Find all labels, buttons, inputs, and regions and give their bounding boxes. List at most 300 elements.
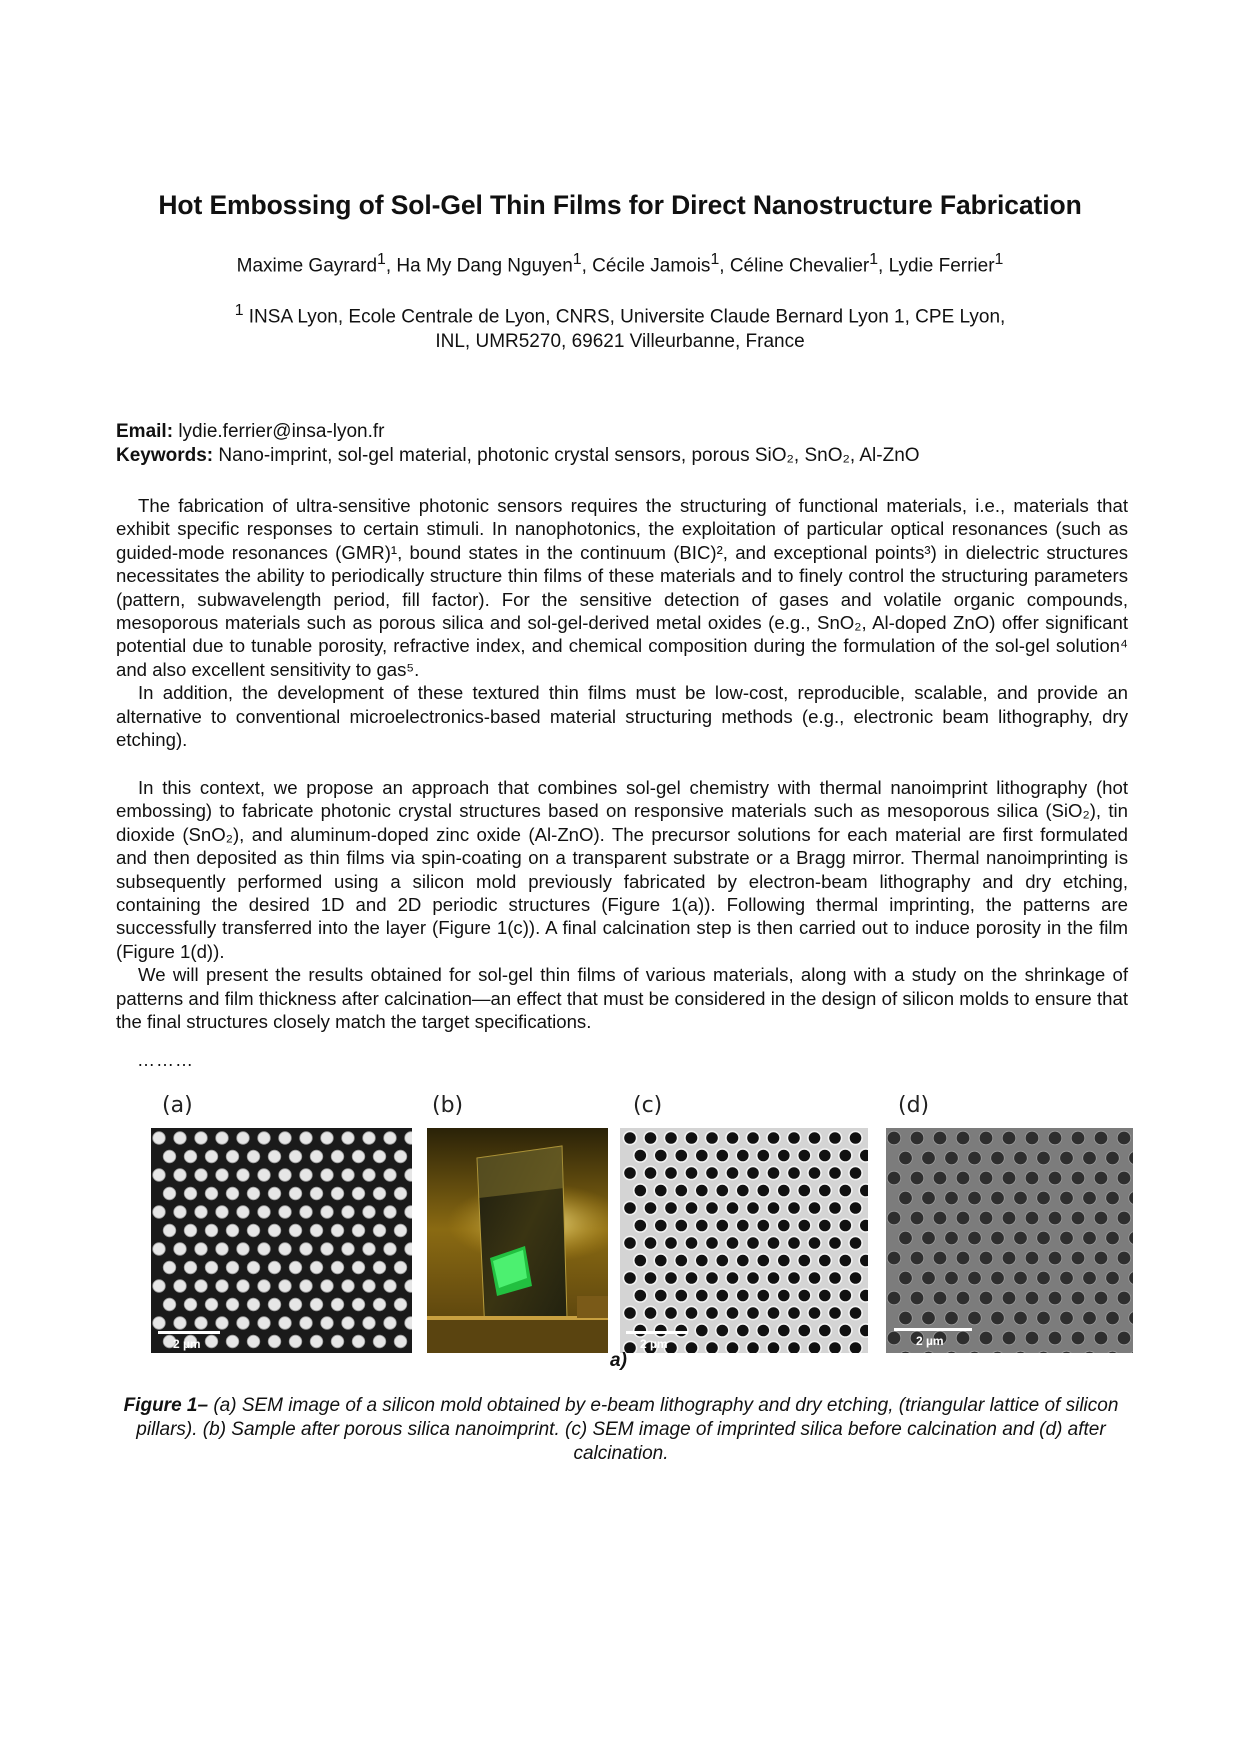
sem-hole: [887, 1251, 901, 1265]
sem-hole: [1117, 1251, 1131, 1265]
author-affiliation-mark: 1: [869, 251, 879, 268]
sem-hole: [1048, 1171, 1062, 1185]
paragraph: In addition, the development of these textured thin films must be low-cost, reproducible, scalable, and provide an alternative to conventional microelectronics-based material structuring methods (e.g., electronic beam lithography, dry etching).: [116, 682, 1128, 751]
figure-caption: [116, 1394, 1126, 1466]
sem-hole: [644, 1271, 657, 1284]
sem-pillar: [258, 1132, 271, 1145]
affiliation-mark: 1: [234, 302, 244, 319]
sem-pillar: [394, 1224, 407, 1237]
sem-pillar: [289, 1261, 302, 1274]
sem-hole: [887, 1171, 901, 1185]
sem-hole: [1048, 1331, 1062, 1345]
sem-pillar: [352, 1335, 365, 1348]
sem-hole: [979, 1251, 993, 1265]
sem-pillar: [184, 1261, 197, 1274]
sem-hole: [1037, 1271, 1051, 1285]
affiliation-line-1: INSA Lyon, Ecole Centrale de Lyon, CNRS, Universite Claude Bernard Lyon 1, CPE Lyon,: [248, 306, 1006, 328]
sem-hole: [922, 1151, 936, 1165]
sem-pillar: [268, 1298, 281, 1311]
sem-hole: [945, 1151, 959, 1165]
sem-hole: [933, 1251, 947, 1265]
sem-hole: [757, 1324, 770, 1337]
sem-hole: [956, 1211, 970, 1225]
sem-hole: [945, 1191, 959, 1205]
sem-pillar: [268, 1224, 281, 1237]
sem-hole: [839, 1184, 852, 1197]
sem-pillar: [237, 1169, 250, 1182]
sem-hole: [1014, 1231, 1028, 1245]
sem-pillar: [331, 1298, 344, 1311]
sem-hole: [746, 1131, 759, 1144]
sem-hole: [1060, 1351, 1074, 1353]
sem-hole: [746, 1271, 759, 1284]
sem-hole: [849, 1166, 862, 1179]
sem-pillar: [268, 1187, 281, 1200]
sem-pillar: [226, 1224, 239, 1237]
sem-hole: [654, 1289, 667, 1302]
scale-label: 2 µm: [640, 1337, 668, 1351]
sem-hole: [956, 1331, 970, 1345]
sem-pillar: [247, 1224, 260, 1237]
sample-photo: [427, 1128, 608, 1353]
sem-hole: [1071, 1211, 1085, 1225]
author: Ha My Dang Nguyen: [396, 255, 573, 277]
sem-hole: [1002, 1131, 1016, 1145]
sem-pillar: [300, 1206, 313, 1219]
author-affiliation-mark: 1: [572, 251, 582, 268]
sem-hole: [685, 1236, 698, 1249]
sem-pillar: [195, 1280, 208, 1293]
sem-hole: [644, 1166, 657, 1179]
sem-hole: [787, 1341, 800, 1353]
sem-hole: [746, 1201, 759, 1214]
sem-pillar: [342, 1280, 355, 1293]
sem-hole: [767, 1166, 780, 1179]
sem-pillar: [310, 1298, 323, 1311]
affiliation: [100, 298, 1140, 354]
email-line: [116, 421, 1126, 443]
sem-hole: [685, 1201, 698, 1214]
sem-pillar: [384, 1280, 397, 1293]
sem-pillar: [279, 1206, 292, 1219]
sem-hole: [1117, 1331, 1131, 1345]
sem-pillar: [174, 1206, 187, 1219]
sem-hole: [798, 1149, 811, 1162]
sem-pillar: [321, 1243, 334, 1256]
sem-pillar: [342, 1206, 355, 1219]
sem-hole-lattice: [886, 1128, 1133, 1353]
sem-hole: [859, 1184, 868, 1197]
sem-hole: [746, 1306, 759, 1319]
sem-pillar: [163, 1187, 176, 1200]
sem-hole: [726, 1341, 739, 1353]
sem-pillar: [352, 1298, 365, 1311]
sem-hole: [1117, 1131, 1131, 1145]
sem-pillar: [279, 1317, 292, 1330]
sem-hole: [777, 1184, 790, 1197]
sem-hole: [808, 1306, 821, 1319]
sem-hole: [746, 1166, 759, 1179]
sem-hole: [899, 1231, 913, 1245]
sem-hole: [787, 1306, 800, 1319]
sem-pillar: [321, 1280, 334, 1293]
sem-hole: [685, 1131, 698, 1144]
sem-hole: [1014, 1271, 1028, 1285]
scale-bar: [894, 1328, 972, 1331]
sem-pillar: [384, 1243, 397, 1256]
sem-pillar: [226, 1261, 239, 1274]
sem-hole: [664, 1306, 677, 1319]
sem-hole: [634, 1254, 647, 1267]
sem-hole: [1071, 1291, 1085, 1305]
sem-pillar: [279, 1280, 292, 1293]
sem-pillar: [300, 1243, 313, 1256]
sem-hole: [968, 1271, 982, 1285]
sem-hole: [1117, 1171, 1131, 1185]
panel-label-d: (d): [898, 1093, 930, 1118]
sem-hole: [979, 1171, 993, 1185]
sem-hole: [767, 1341, 780, 1353]
sem-pillar: [342, 1243, 355, 1256]
sem-pillar: [373, 1187, 386, 1200]
sem-hole: [695, 1324, 708, 1337]
sem-hole: [1048, 1251, 1062, 1265]
sem-hole: [859, 1254, 868, 1267]
sem-hole: [849, 1236, 862, 1249]
sem-pillar: [247, 1335, 260, 1348]
sem-hole: [757, 1149, 770, 1162]
sem-hole: [945, 1351, 959, 1353]
sem-hole: [736, 1324, 749, 1337]
sem-hole: [1106, 1231, 1120, 1245]
sem-pillar: [310, 1261, 323, 1274]
sem-pillar: [310, 1150, 323, 1163]
sem-hole: [1014, 1351, 1028, 1353]
sem-pillar: [405, 1280, 412, 1293]
sem-hole: [736, 1219, 749, 1232]
sem-hole: [1025, 1171, 1039, 1185]
sem-hole: [716, 1219, 729, 1232]
sem-hole: [675, 1219, 688, 1232]
sem-hole: [1014, 1311, 1028, 1325]
sem-pillar: [289, 1224, 302, 1237]
sem-hole: [777, 1254, 790, 1267]
sem-pillar: [153, 1169, 166, 1182]
sem-hole: [1048, 1291, 1062, 1305]
sem-hole: [910, 1251, 924, 1265]
sem-pillar: [195, 1317, 208, 1330]
sem-hole: [979, 1331, 993, 1345]
sem-pillar: [384, 1317, 397, 1330]
sem-hole: [634, 1219, 647, 1232]
sem-hole: [818, 1184, 831, 1197]
sem-hole: [1117, 1211, 1131, 1225]
sem-hole: [675, 1184, 688, 1197]
sem-pillar: [300, 1169, 313, 1182]
sem-hole: [1002, 1291, 1016, 1305]
sem-hole: [757, 1184, 770, 1197]
sem-pillar: [237, 1206, 250, 1219]
sem-hole: [859, 1149, 868, 1162]
sem-hole: [1083, 1231, 1097, 1245]
sem-pillar: [394, 1298, 407, 1311]
sem-hole: [991, 1151, 1005, 1165]
sem-hole: [1060, 1231, 1074, 1245]
sem-pillar: [405, 1206, 412, 1219]
sem-pillar: [237, 1280, 250, 1293]
sem-image-calcinated: [886, 1128, 1133, 1353]
sem-hole: [623, 1131, 636, 1144]
sem-pillar: [258, 1317, 271, 1330]
sem-pillar: [363, 1132, 376, 1145]
email-link[interactable]: lydie.ferrier@insa-lyon.fr: [178, 421, 385, 442]
sem-hole: [1106, 1151, 1120, 1165]
sem-hole: [968, 1231, 982, 1245]
sem-hole: [910, 1291, 924, 1305]
sem-hole: [634, 1289, 647, 1302]
sem-hole: [910, 1211, 924, 1225]
email-label: Email:: [116, 421, 174, 442]
sem-hole: [685, 1306, 698, 1319]
sem-pillar: [237, 1132, 250, 1145]
sem-pillar: [205, 1335, 218, 1348]
sem-pillar: [373, 1298, 386, 1311]
sem-pillar: [163, 1150, 176, 1163]
paragraph: We will present the results obtained for sol-gel thin films of various materials, along with a study on the shrinkage of patterns and film thickness after calcination—an effect that must be considered in the design of silicon molds to ensure that the final structures closely match the target specifications.: [116, 964, 1128, 1033]
sem-image-pillars: [151, 1128, 412, 1353]
sem-pillar: [247, 1298, 260, 1311]
sem-pillar: [405, 1169, 412, 1182]
sem-pillar: [205, 1224, 218, 1237]
sem-hole: [991, 1191, 1005, 1205]
sem-hole: [798, 1184, 811, 1197]
sem-pillar: [310, 1187, 323, 1200]
sem-pillar: [321, 1317, 334, 1330]
sem-hole: [716, 1324, 729, 1337]
sem-hole: [1106, 1271, 1120, 1285]
sem-hole: [1094, 1131, 1108, 1145]
sem-pillar: [373, 1150, 386, 1163]
sem-hole: [922, 1271, 936, 1285]
sem-pillar: [195, 1169, 208, 1182]
sem-hole: [798, 1219, 811, 1232]
sem-pillar: [174, 1169, 187, 1182]
sem-pillar: [352, 1150, 365, 1163]
sem-hole: [705, 1306, 718, 1319]
sem-pillar: [174, 1132, 187, 1145]
sem-pillar: [331, 1335, 344, 1348]
sem-hole: [736, 1254, 749, 1267]
sem-pillar: [153, 1243, 166, 1256]
sem-hole: [933, 1131, 947, 1145]
sem-hole: [991, 1351, 1005, 1353]
sem-hole: [664, 1166, 677, 1179]
sem-pillar: [184, 1224, 197, 1237]
sem-pillar: [321, 1132, 334, 1145]
sem-hole: [859, 1289, 868, 1302]
sem-hole: [705, 1131, 718, 1144]
sem-hole: [839, 1289, 852, 1302]
keywords-text: Nano-imprint, sol-gel material, photonic crystal sensors, porous SiO₂, SnO₂, Al-ZnO: [218, 445, 920, 466]
paper-title: Hot Embossing of Sol-Gel Thin Films for Direct Nanostructure Fabrication: [158, 190, 1082, 220]
sem-pillar: [321, 1206, 334, 1219]
sem-hole: [1025, 1251, 1039, 1265]
sem-hole: [839, 1324, 852, 1337]
sem-pillar: [363, 1243, 376, 1256]
sem-hole: [1094, 1291, 1108, 1305]
caption-label: Figure 1–: [123, 1395, 209, 1416]
sem-pillar: [153, 1317, 166, 1330]
sem-hole: [705, 1271, 718, 1284]
sem-pillar: [352, 1261, 365, 1274]
sem-pillar: [405, 1243, 412, 1256]
sem-hole: [828, 1131, 841, 1144]
sem-pillar: [289, 1298, 302, 1311]
sem-hole: [1106, 1191, 1120, 1205]
sem-pillar: [342, 1317, 355, 1330]
sem-pillar: [384, 1206, 397, 1219]
panel-label-a: (a): [162, 1093, 193, 1118]
sem-pillar: [226, 1298, 239, 1311]
sem-hole: [726, 1236, 739, 1249]
sem-hole: [1002, 1171, 1016, 1185]
sem-hole: [746, 1236, 759, 1249]
sem-pillar: [258, 1280, 271, 1293]
sem-hole: [1060, 1191, 1074, 1205]
sem-image-imprinted: [620, 1128, 868, 1353]
sem-pillar: [342, 1169, 355, 1182]
sem-hole: [695, 1219, 708, 1232]
sem-hole: [968, 1351, 982, 1353]
sem-hole: [777, 1219, 790, 1232]
sem-hole: [979, 1211, 993, 1225]
sem-hole: [695, 1184, 708, 1197]
sem-pillar: [226, 1150, 239, 1163]
sem-hole: [634, 1149, 647, 1162]
sem-hole: [1014, 1191, 1028, 1205]
sem-hole: [726, 1201, 739, 1214]
sem-hole: [1048, 1211, 1062, 1225]
sem-pillar: [153, 1206, 166, 1219]
sem-hole: [828, 1341, 841, 1353]
sem-hole: [808, 1166, 821, 1179]
sem-hole: [726, 1131, 739, 1144]
sem-pillar: [258, 1206, 271, 1219]
sem-hole: [1106, 1311, 1120, 1325]
sem-hole: [634, 1184, 647, 1197]
sem-hole: [818, 1219, 831, 1232]
sem-hole: [1129, 1311, 1133, 1325]
sem-hole: [956, 1131, 970, 1145]
sem-hole-lattice: [620, 1128, 868, 1353]
author-affiliation-mark: 1: [710, 251, 720, 268]
sem-hole: [1060, 1151, 1074, 1165]
sem-pillar: [279, 1169, 292, 1182]
sem-pillar: [163, 1224, 176, 1237]
sem-hole: [1037, 1311, 1051, 1325]
sem-pillar: [163, 1298, 176, 1311]
sem-hole: [910, 1171, 924, 1185]
sem-hole: [705, 1341, 718, 1353]
sem-pillar: [195, 1206, 208, 1219]
author: Maxime Gayrard: [236, 255, 378, 277]
sem-hole: [787, 1166, 800, 1179]
sem-hole: [1071, 1131, 1085, 1145]
author: Cécile Jamois: [592, 255, 711, 277]
sem-pillar: [258, 1169, 271, 1182]
sem-hole: [818, 1254, 831, 1267]
sem-hole: [787, 1271, 800, 1284]
sem-pillar: [174, 1280, 187, 1293]
sem-pillar: [363, 1169, 376, 1182]
sem-hole: [798, 1324, 811, 1337]
sem-pillar: [352, 1187, 365, 1200]
sem-hole: [777, 1149, 790, 1162]
sem-pillar: [216, 1280, 229, 1293]
sem-hole: [675, 1254, 688, 1267]
sem-pillar: [205, 1298, 218, 1311]
sem-hole: [685, 1166, 698, 1179]
sem-hole: [1129, 1271, 1133, 1285]
sem-hole: [922, 1191, 936, 1205]
scale-bar: [158, 1331, 220, 1334]
sem-hole: [623, 1201, 636, 1214]
sem-hole: [1025, 1291, 1039, 1305]
sem-pillar: [247, 1261, 260, 1274]
sem-hole: [1129, 1151, 1133, 1165]
sem-pillar: [205, 1150, 218, 1163]
sem-pillar: [310, 1224, 323, 1237]
sem-pillar: [153, 1132, 166, 1145]
sem-pillar: [195, 1132, 208, 1145]
sem-hole: [956, 1291, 970, 1305]
sem-pillar: [195, 1243, 208, 1256]
sem-hole: [922, 1351, 936, 1353]
sem-hole: [1002, 1251, 1016, 1265]
sem-pillar: [331, 1150, 344, 1163]
sample-photo-illustration: [427, 1128, 608, 1353]
sem-hole: [839, 1254, 852, 1267]
sem-hole: [1129, 1231, 1133, 1245]
sem-hole: [664, 1236, 677, 1249]
sem-hole: [1071, 1171, 1085, 1185]
sem-hole: [808, 1236, 821, 1249]
sem-hole: [899, 1271, 913, 1285]
sem-hole: [787, 1201, 800, 1214]
sem-hole: [1129, 1191, 1133, 1205]
sem-hole: [623, 1166, 636, 1179]
sem-hole: [828, 1271, 841, 1284]
scale-label: 2 µm: [173, 1337, 201, 1351]
sem-hole: [1037, 1351, 1051, 1353]
sem-hole: [849, 1306, 862, 1319]
sem-pillar: [394, 1187, 407, 1200]
sem-hole: [1014, 1151, 1028, 1165]
sem-hole: [623, 1236, 636, 1249]
sem-hole: [849, 1341, 862, 1353]
sem-hole: [777, 1324, 790, 1337]
sem-hole: [757, 1219, 770, 1232]
sem-hole: [705, 1201, 718, 1214]
sem-hole: [695, 1289, 708, 1302]
sem-hole: [991, 1311, 1005, 1325]
sem-hole: [910, 1131, 924, 1145]
sem-pillar-lattice: [151, 1128, 412, 1353]
sem-pillar: [321, 1169, 334, 1182]
sem-hole: [899, 1311, 913, 1325]
sem-hole: [979, 1291, 993, 1305]
sem-pillar: [384, 1132, 397, 1145]
